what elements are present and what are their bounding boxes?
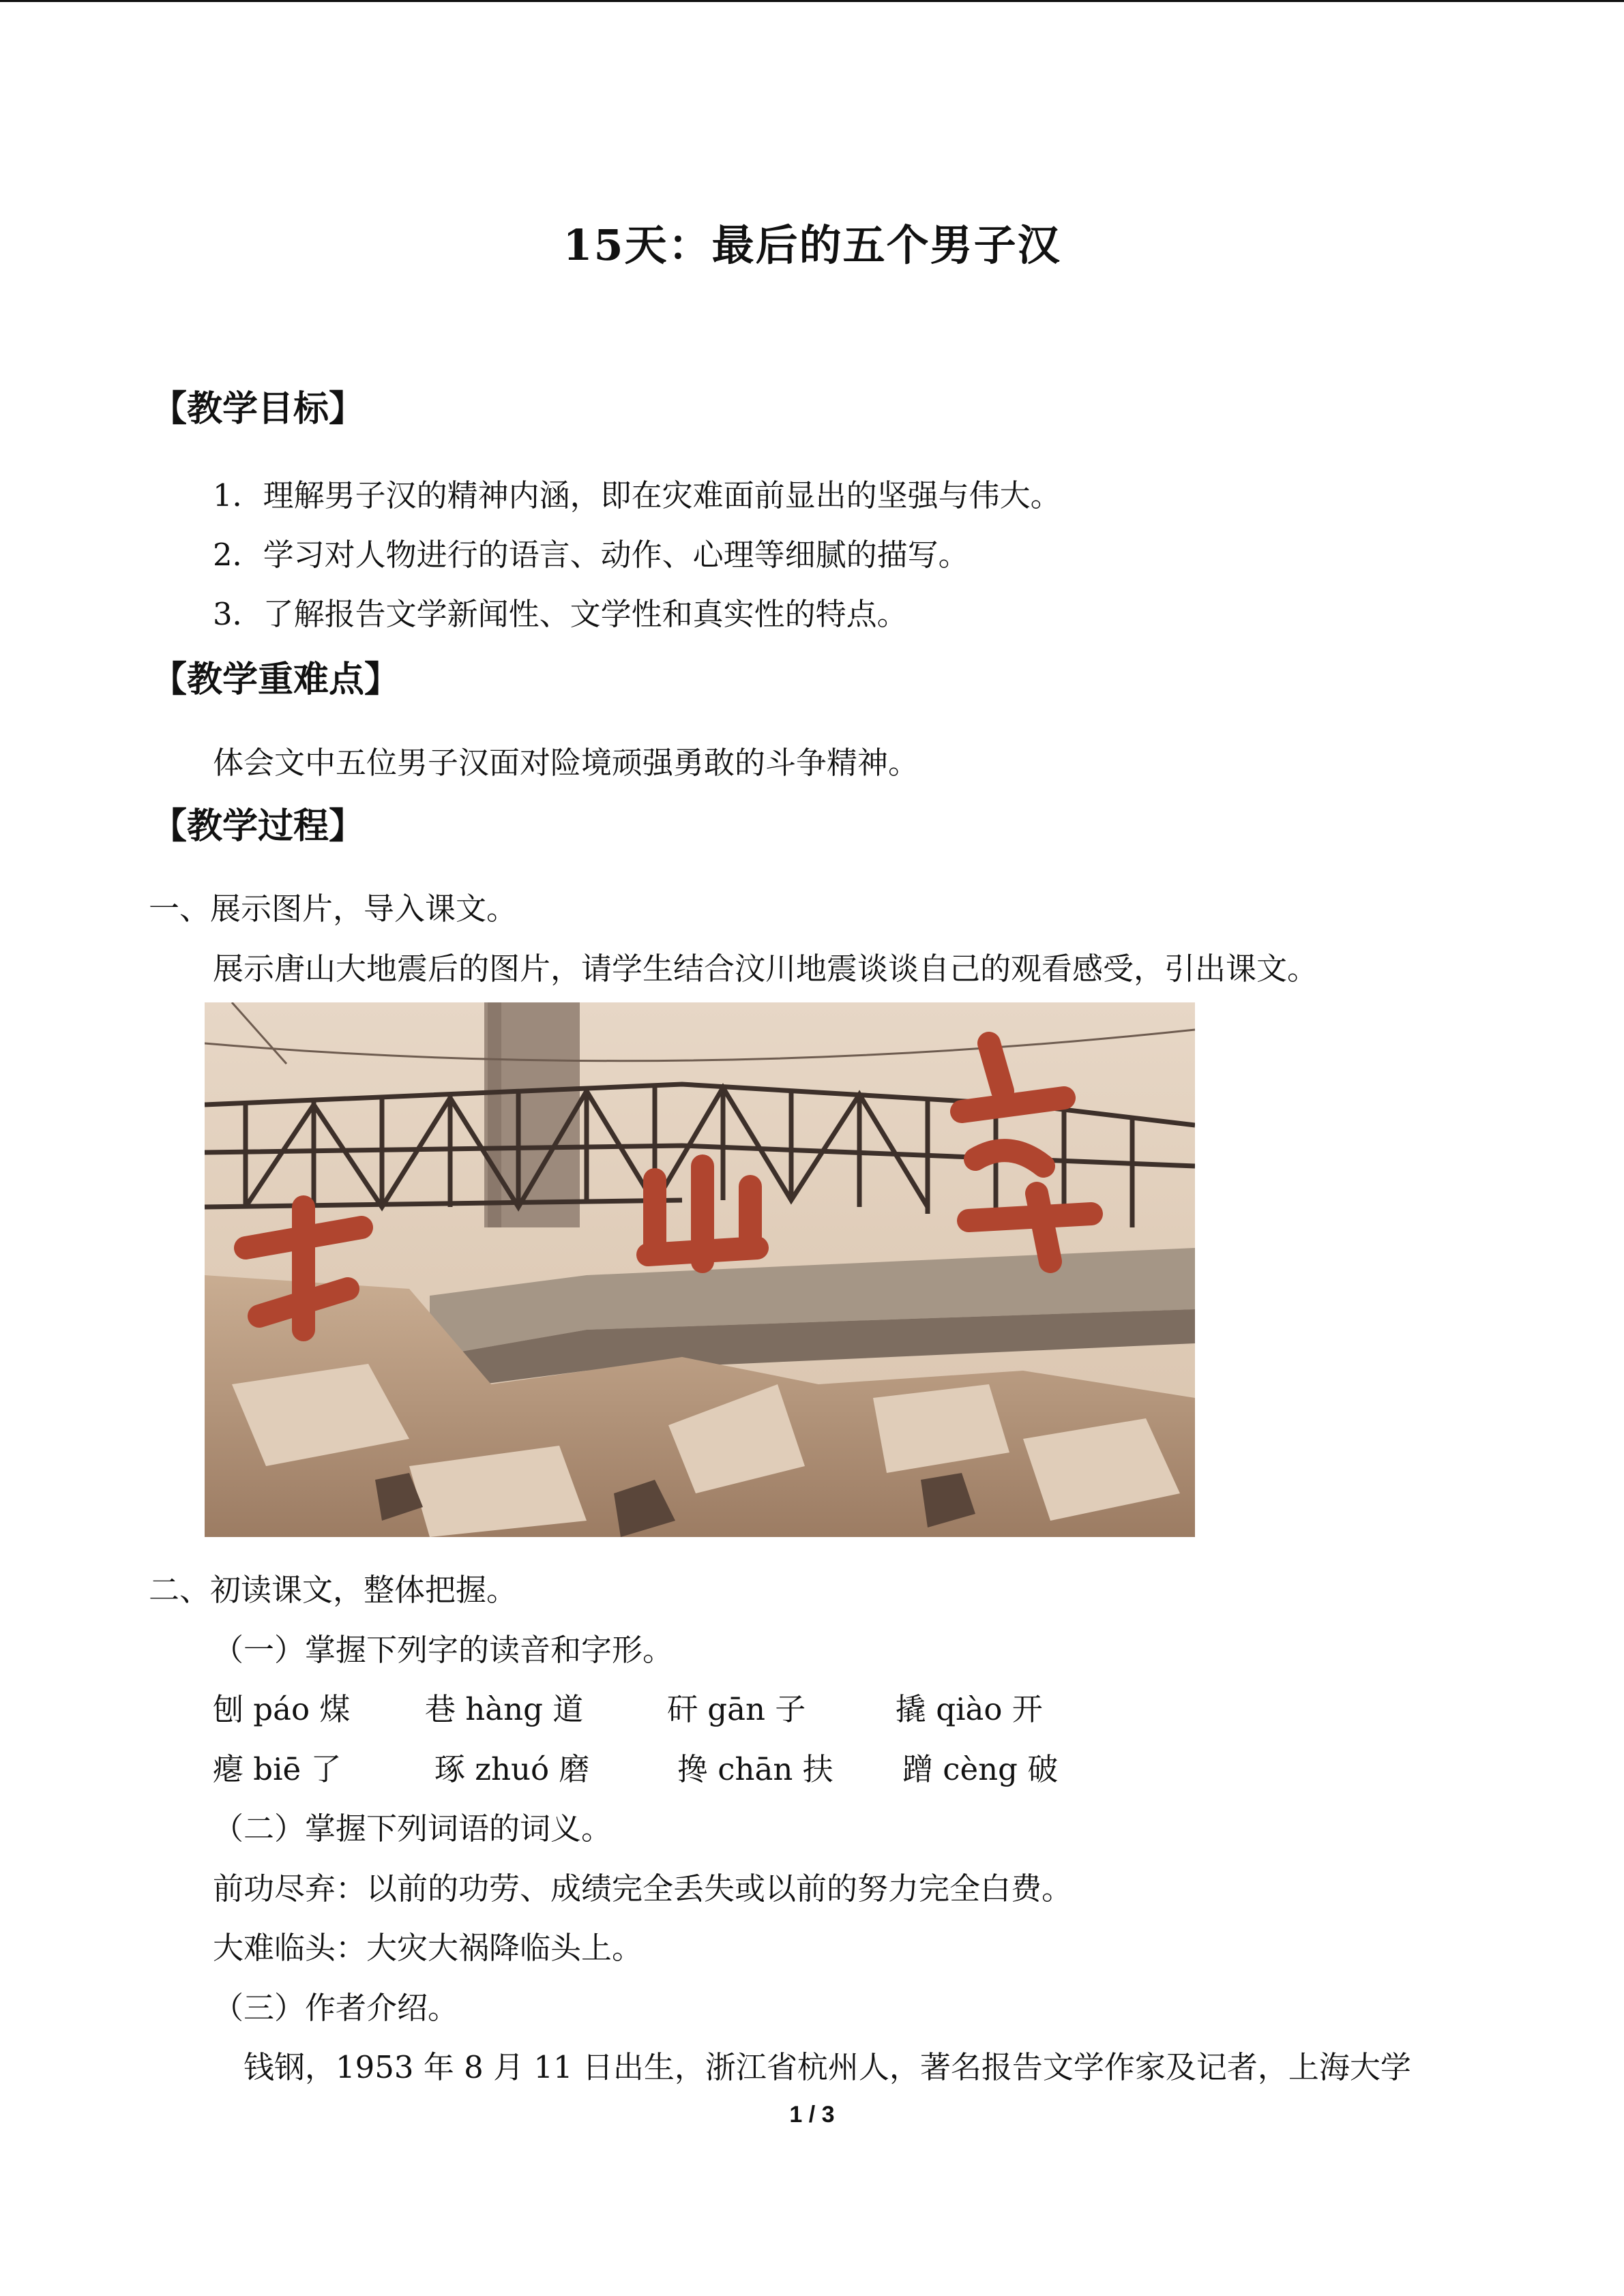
key-points-text: 体会文中五位男子汉面对险境顽强勇敢的斗争精神。 xyxy=(213,745,919,781)
pinyin-item: 搀 chān 扶 xyxy=(677,1751,833,1787)
page-title: 15天：最后的五个男子汉 xyxy=(563,220,1061,270)
sub-section-1: （一）掌握下列字的读音和字形。 xyxy=(213,1632,674,1668)
pinyin-item: 瘪 biē 了 xyxy=(213,1751,342,1787)
pinyin-row-1 xyxy=(0,1689,1624,1730)
key-points-heading: 【教学重难点】 xyxy=(151,659,400,700)
goal-item-2: 2．学习对人物进行的语言、动作、心理等细腻的描写。 xyxy=(213,537,969,573)
sub-section-2: （二）掌握下列词语的词义。 xyxy=(213,1810,612,1847)
word-definition-2: 大难临头：大灾大祸降临头上。 xyxy=(213,1930,643,1966)
pinyin-item: 矸 gān 子 xyxy=(667,1691,806,1727)
pinyin-row-2 xyxy=(0,1749,1624,1790)
top-border xyxy=(0,0,1624,2)
step2-title: 二、初读课文，整体把握。 xyxy=(149,1572,518,1608)
page-number: 1 / 3 xyxy=(789,2102,835,2128)
goal-item-3: 3．了解报告文学新闻性、文学性和真实性的特点。 xyxy=(213,596,908,632)
pinyin-item: 蹭 cèng 破 xyxy=(902,1751,1059,1787)
author-intro: 钱钢，1953 年 8 月 11 日出生，浙江省杭州人，著名报告文学作家及记者，上海大学 xyxy=(243,2049,1411,2085)
pinyin-item: 琢 zhuó 磨 xyxy=(434,1751,590,1787)
goal-item-1: 1．理解男子汉的精神内涵，即在灾难面前显出的坚强与伟大。 xyxy=(213,477,1061,513)
earthquake-ruins-photo xyxy=(205,1002,1195,1537)
pinyin-item: 巷 hàng 道 xyxy=(425,1691,584,1727)
process-heading: 【教学过程】 xyxy=(151,806,365,847)
step1-title: 一、展示图片，导入课文。 xyxy=(149,891,518,927)
goals-heading: 【教学目标】 xyxy=(151,389,365,430)
pinyin-item: 刨 páo 煤 xyxy=(213,1691,351,1727)
sub-section-3: （三）作者介绍。 xyxy=(213,1990,459,2026)
step1-text: 展示唐山大地震后的图片，请学生结合汶川地震谈谈自己的观看感受，引出课文。 xyxy=(213,951,1318,987)
pinyin-item: 撬 qiào 开 xyxy=(896,1691,1043,1727)
word-definition-1: 前功尽弃：以前的功劳、成绩完全丢失或以前的努力完全白费。 xyxy=(213,1870,1073,1907)
